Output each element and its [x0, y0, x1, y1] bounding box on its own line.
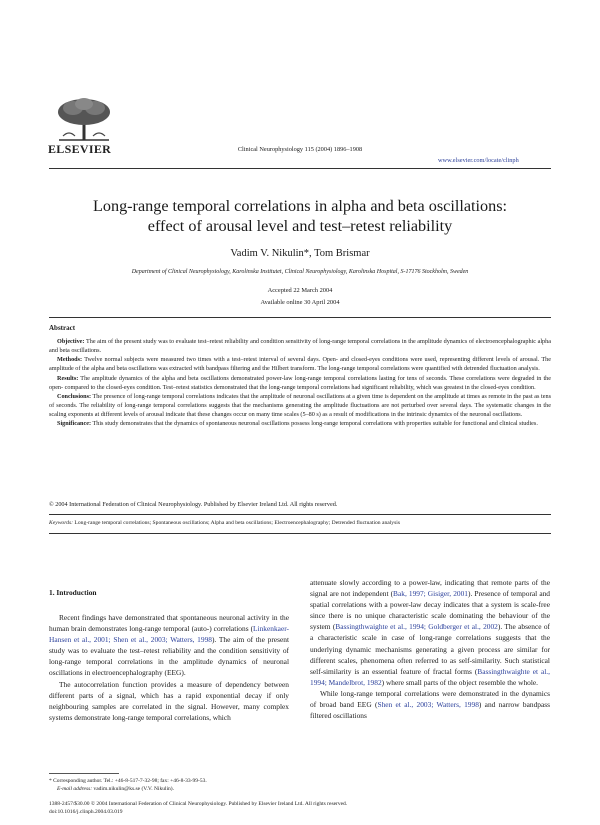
conclusions-label: Conclusions: [57, 392, 92, 400]
keywords [49, 520, 551, 526]
abstract-top-rule [49, 317, 551, 318]
footer-doi: doi:10.1016/j.clinph.2004.03.019 [49, 809, 123, 815]
authors: Vadim V. Nikulin*, Tom Brismar [230, 248, 370, 259]
available-date: Available online 30 April 2004 [260, 299, 340, 306]
text-span: ). The aim of the present study was to evaluate the test–retest reliability and the condition sensitivity of long-range temporal correlations in the amplitude dynamics of neuronal oscillations in electroencephalography (EEG). [49, 635, 289, 678]
text-span: ) and narrow bandpass filtered oscillations [310, 700, 550, 721]
significance-text: This study demonstrates that the dynamics of spontaneous neuronal oscillations possess long-range temporal correlations with properties suitable for functional and clinical studies. [91, 420, 538, 428]
footnote-line: * Corresponding author. Tel.: +46-8-517-7-32-98; fax: +46-8-33-99-53. [49, 778, 207, 784]
body-column-right [310, 577, 550, 721]
publisher-name: ELSEVIER [48, 142, 112, 156]
footnote-rule [49, 773, 119, 774]
citation-link[interactable]: Bassingthwaighte et al., 1994; Mandelbrot, 1982 [310, 666, 550, 687]
footer-issn-line: 1388-2457/$30.00 © 2004 International Federation of Clinical Neurophysiology. Published by Elsevier Ireland Ltd. All rights reserved. [49, 801, 348, 807]
body-column-left [49, 612, 289, 723]
elsevier-tree-logo [49, 96, 119, 142]
email-address: vadim.nikulin@ks.se (V.V. Nikulin). [92, 786, 174, 792]
paragraph [310, 577, 550, 688]
email-label: E-mail address: [57, 786, 93, 792]
conclusions-text: The presence of long-range temporal correlations indicates that the amplitude of neuronal oscillations at a given time is dependent on the amplitude at times as remote in the past as tens of seconds. The reliability of long-range temporal correlations suggests that the mechanisms generating the amplitude fluctuations are not perturbed over several days. The systematic changes in the scaling exponents at different levels of arousal indicate that these changes occur on many time scales (5–80 s) as a result of modifications in the intrinsic dynamics of the neuronal oscillations. [49, 392, 551, 419]
title-line-1: Long-range temporal correlations in alpha and beta oscillations: [93, 197, 507, 215]
header-rule [49, 168, 551, 169]
text-span: attenuate slowly according to a power-law, indicating that remote parts of the signal are not independent ( [310, 578, 550, 599]
abstract-body [49, 337, 551, 429]
accepted-date: Accepted 22 March 2004 [267, 287, 333, 294]
section-heading-introduction: 1. Introduction [49, 588, 97, 597]
methods-text: Twelve normal subjects were measured two times with a test–retest interval of several days. Open- and closed-eyes conditions were used, representing different levels of arousal. The amplitude of the alpha and beta oscillations was extracted with bandpass filtering and the Hilbert transform. The long-range temporal correlations were quantified with detrended fluctuation analysis. [49, 356, 551, 373]
corresponding-author-footnote [49, 777, 299, 793]
citation-link[interactable]: Shen et al., 2003; Watters, 1998 [377, 700, 479, 710]
text-span: Recent findings have demonstrated that spontaneous neuronal activity in the human brain demonstrates long-range temporal (auto-) correlations ( [49, 613, 289, 634]
abstract-results [49, 374, 551, 392]
abstract-conclusions [49, 392, 551, 419]
text-span: ) where small parts of the object resemble the whole. [381, 677, 539, 687]
text-span: ). Presence of temporal and spatial correlations with a power-law decay indicates that a system is scale-free since there is no unique characteristic scale dominating the behaviour of the system ( [310, 589, 550, 632]
objective-label: Objective: [57, 338, 85, 345]
abstract-heading: Abstract [49, 324, 76, 332]
significance-label: Significance: [57, 420, 92, 428]
methods-label: Methods: [57, 356, 83, 364]
results-text: The amplitude dynamics of the alpha and beta oscillations demonstrated power-law long-range temporal correlations lasting for tens of seconds. These correlations were degraded in the open- compared to the closed-eyes condition. Test–retest statistics demonstrated that the long-range temporal correlations had significant reliability, which was greatest in the closed-eyes condition. [49, 374, 551, 391]
keywords-bottom-rule [49, 533, 551, 534]
text-span: ). The absence of a characteristic scale in case of long-range correlations suggests that the underlying dynamic mechanisms generating a given process are similar for different scales, phenomena often referred to as self-similarity. Such statistical self-similarity is an essential feature of fractal forms ( [310, 622, 550, 676]
abstract-significance [49, 419, 551, 428]
citation-link[interactable]: Bassingthwaighte et al., 1994; Goldberger et al., 2002 [335, 622, 498, 632]
paragraph [49, 679, 289, 723]
abstract-methods [49, 355, 551, 373]
journal-citation: Clinical Neurophysiology 115 (2004) 1896–1908 [237, 146, 363, 153]
affiliation: Department of Clinical Neurophysiology, Karolinska Institutet, Clinical Neurophysiology, Karolinska Hospital, S-17176 Stockholm, Sweden [131, 269, 469, 275]
keywords-top-rule [49, 514, 551, 515]
article-title [40, 196, 560, 236]
text-span: While long-range temporal correlations were demonstrated in the dynamics of broad band EEG ( [310, 688, 550, 710]
keywords-label: Keywords: [49, 520, 74, 526]
paragraph [49, 612, 289, 679]
copyright-notice: © 2004 International Federation of Clinical Neurophysiology. Published by Elsevier Ireland Ltd. All rights reserved. [49, 501, 338, 508]
title-line-2: effect of arousal level and test–retest reliability [147, 217, 453, 235]
results-label: Results: [57, 374, 79, 382]
paragraph [310, 688, 550, 721]
footnote-email [49, 785, 299, 793]
abstract-objective [49, 337, 551, 355]
text-span: The autocorrelation function provides a measure of dependency between different parts of a signal, which has a rapid exponential decay if only neighbouring samples are correlated in the signal. However, many complex systems demonstrate long-range temporal correlations, which [49, 679, 289, 722]
page-footer [49, 800, 551, 816]
objective-text: The aim of the present study was to evaluate test–retest reliability and condition sensitivity of long-range temporal correlations in the amplitude dynamics of electroencephalographic alpha and beta oscillations. [49, 338, 551, 355]
keywords-text: Long-range temporal correlations; Spontaneous oscillations; Alpha and beta oscillations; Electroencephalography; Detrended fluctuation analysis [73, 520, 401, 526]
journal-url-link[interactable]: www.elsevier.com/locate/clinph [438, 157, 519, 164]
citation-link[interactable]: Bak, 1997; Gisiger, 2001 [393, 589, 468, 599]
citation-link[interactable]: Linkenkaer-Hansen et al., 2001; Shen et al., 2003; Watters, 1998 [49, 624, 289, 645]
